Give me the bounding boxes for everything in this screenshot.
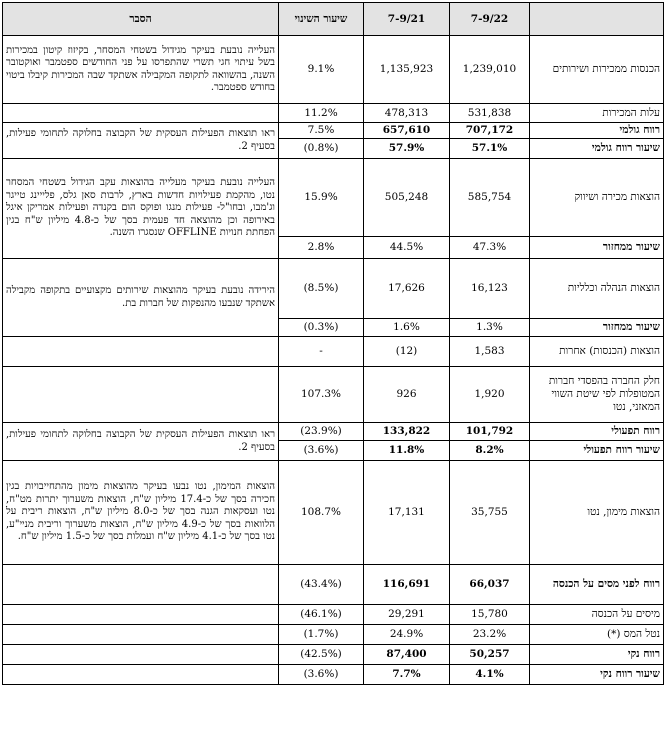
row-label: רווח נקי (530, 645, 664, 665)
value-q3-22: 15,780 (450, 605, 530, 625)
header-change: שיעור השינוי (279, 3, 364, 36)
value-q3-22: 707,172 (450, 123, 530, 139)
value-change: (0.8%) (279, 139, 364, 159)
table-row (3, 645, 664, 665)
value-change: (1.7%) (279, 625, 364, 645)
value-change: 9.1% (279, 36, 364, 104)
value-change: 108.7% (279, 461, 364, 565)
table-row (3, 461, 664, 565)
value-q3-21: 29,291 (364, 605, 450, 625)
table-row (3, 605, 664, 625)
table-row (3, 104, 664, 123)
header-explanation: הסבר (3, 3, 279, 36)
value-change: (42.5%) (279, 645, 364, 665)
row-explanation: העלייה נובעת בעיקר מעלייה בהוצאות עקב הגידול בשטחי המסחר נטו, מהקמת פעילויות חדשות בארץ, לרבות סאן גלס, פלייינג טייגר וג'מבו, ובחו"ל- פעילות מנגו ופוקס הום בקנדה ופעילות אמריקן איגל באירופה וכן מהוצאה חד פעמית בסך של כ-4.8 מיליון ש"ח בגין הפחתת חנויות OFFLINE שנסגרו השנה. (3, 159, 279, 259)
row-label: שיעור רווח גולמי (530, 139, 664, 159)
row-explanation (3, 645, 279, 665)
row-label: עלות המכירות (530, 104, 664, 123)
table-row (3, 36, 664, 104)
row-label: רווח לפני מסים על הכנסה (530, 565, 664, 605)
row-explanation (3, 605, 279, 625)
value-q3-21: 87,400 (364, 645, 450, 665)
value-q3-21: 478,313 (364, 104, 450, 123)
value-q3-22: 4.1% (450, 665, 530, 685)
table-row (3, 665, 664, 685)
row-label: מיסים על הכנסה (530, 605, 664, 625)
value-q3-21: 24.9% (364, 625, 450, 645)
value-q3-21: 44.5% (364, 237, 450, 259)
row-label: שיעור רווח תפעולי (530, 441, 664, 461)
row-label: שיעור ממחזור (530, 319, 664, 337)
row-explanation (3, 367, 279, 423)
value-q3-22: 585,754 (450, 159, 530, 237)
value-change: (3.6%) (279, 441, 364, 461)
value-q3-21: 116,691 (364, 565, 450, 605)
value-q3-22: 531,838 (450, 104, 530, 123)
value-q3-22: 50,257 (450, 645, 530, 665)
value-q3-22: 1,239,010 (450, 36, 530, 104)
value-q3-21: 17,131 (364, 461, 450, 565)
value-change: 7.5% (279, 123, 364, 139)
row-label: שיעור ממחזור (530, 237, 664, 259)
row-label: הוצאות מימון, נטו (530, 461, 664, 565)
row-explanation (3, 337, 279, 367)
row-label: רווח תפעולי (530, 423, 664, 441)
value-change: 2.8% (279, 237, 364, 259)
table-row (3, 123, 664, 139)
value-q3-21: 1,135,923 (364, 36, 450, 104)
header-row (3, 3, 664, 36)
value-q3-21: (12) (364, 337, 450, 367)
row-label: שיעור רווח נקי (530, 665, 664, 685)
value-q3-22: 1.3% (450, 319, 530, 337)
value-q3-21: 926 (364, 367, 450, 423)
row-explanation (3, 625, 279, 645)
value-q3-22: 57.1% (450, 139, 530, 159)
value-q3-22: 66,037 (450, 565, 530, 605)
value-q3-21: 133,822 (364, 423, 450, 441)
value-q3-21: 657,610 (364, 123, 450, 139)
value-change: (23.9%) (279, 423, 364, 441)
table-row (3, 625, 664, 645)
row-label: הוצאות מכירה ושיווק (530, 159, 664, 237)
value-change: - (279, 337, 364, 367)
row-explanation: הירידה נובעת בעיקר מהוצאות שירותים מקצועיים בתקופה מקבילה אשתקד שנבעו מהנפקות של חברות בת. (3, 259, 279, 337)
row-label: הכנסות ממכירות ושירותים (530, 36, 664, 104)
header-q3-21: 7-9/21 (364, 3, 450, 36)
value-change: (46.1%) (279, 605, 364, 625)
value-q3-21: 17,626 (364, 259, 450, 319)
header-label (530, 3, 664, 36)
table-row (3, 337, 664, 367)
value-q3-21: 1.6% (364, 319, 450, 337)
row-label: חלק החברה בהפסדי חברות המטופלות לפי שיטת השווי המאזני, נטו (530, 367, 664, 423)
row-label: הוצאות (הכנסות) אחרות (530, 337, 664, 367)
row-label: רווח גולמי (530, 123, 664, 139)
value-q3-21: 11.8% (364, 441, 450, 461)
table-row (3, 367, 664, 423)
value-change: 107.3% (279, 367, 364, 423)
value-change: (43.4%) (279, 565, 364, 605)
value-change: (3.6%) (279, 665, 364, 685)
value-q3-21: 57.9% (364, 139, 450, 159)
row-explanation (3, 104, 279, 123)
value-change: 15.9% (279, 159, 364, 237)
value-q3-22: 47.3% (450, 237, 530, 259)
value-q3-22: 35,755 (450, 461, 530, 565)
value-change: 11.2% (279, 104, 364, 123)
value-q3-22: 23.2% (450, 625, 530, 645)
results-table (2, 2, 664, 685)
value-change: (0.3%) (279, 319, 364, 337)
value-change: (8.5%) (279, 259, 364, 319)
value-q3-22: 101,792 (450, 423, 530, 441)
table-row (3, 565, 664, 605)
header-q3-22: 7-9/22 (450, 3, 530, 36)
row-explanation: ראו תוצאות הפעילות העסקית של הקבוצה בחלוקה לתחומי פעילות, בסעיף 2. (3, 423, 279, 461)
table-row (3, 159, 664, 237)
row-label: נטל המס (*) (530, 625, 664, 645)
table-row (3, 259, 664, 319)
row-explanation: ראו תוצאות הפעילות העסקית של הקבוצה בחלוקה לתחומי פעילות, בסעיף 2. (3, 123, 279, 159)
value-q3-21: 505,248 (364, 159, 450, 237)
row-explanation (3, 565, 279, 605)
value-q3-22: 1,583 (450, 337, 530, 367)
table-row (3, 423, 664, 441)
row-label: הוצאות הנהלה וכלליות (530, 259, 664, 319)
value-q3-22: 8.2% (450, 441, 530, 461)
row-explanation: הוצאות המימון, נטו נבעו בעיקר מהוצאות מימון מהתחייבויות בגין חכירה בסך של כ-17.4 מיליון ש"ח, הוצאות משערוך יתרות מט"ח, נטו ועסקאות הגנה בסך של כ-8.0 מיליון ש"ח, הוצאות ריבית על הלוואות בסך של כ-4.9 מיליון ש"ח, הוצאות משערוך וריבית מניי"ע, נטו בסך של כ-4.1 מיליון ש"ח ועמלות בסך של כ-1.5 מיליון ש"ח. (3, 461, 279, 565)
row-explanation: העלייה נובעת בעיקר מגידול בשטחי המסחר, בקיזוז קיטון במכירות בשל עיתוי חגי תשרי שהתפרסו על פני החודשים ספטמבר ואוקטובר השנה, בהשוואה לתקופה המקבילה אשתקד שבה המכירות קיבלו ביטוי בחודש ספטמבר. (3, 36, 279, 104)
value-q3-22: 16,123 (450, 259, 530, 319)
value-q3-21: 7.7% (364, 665, 450, 685)
value-q3-22: 1,920 (450, 367, 530, 423)
row-explanation (3, 665, 279, 685)
